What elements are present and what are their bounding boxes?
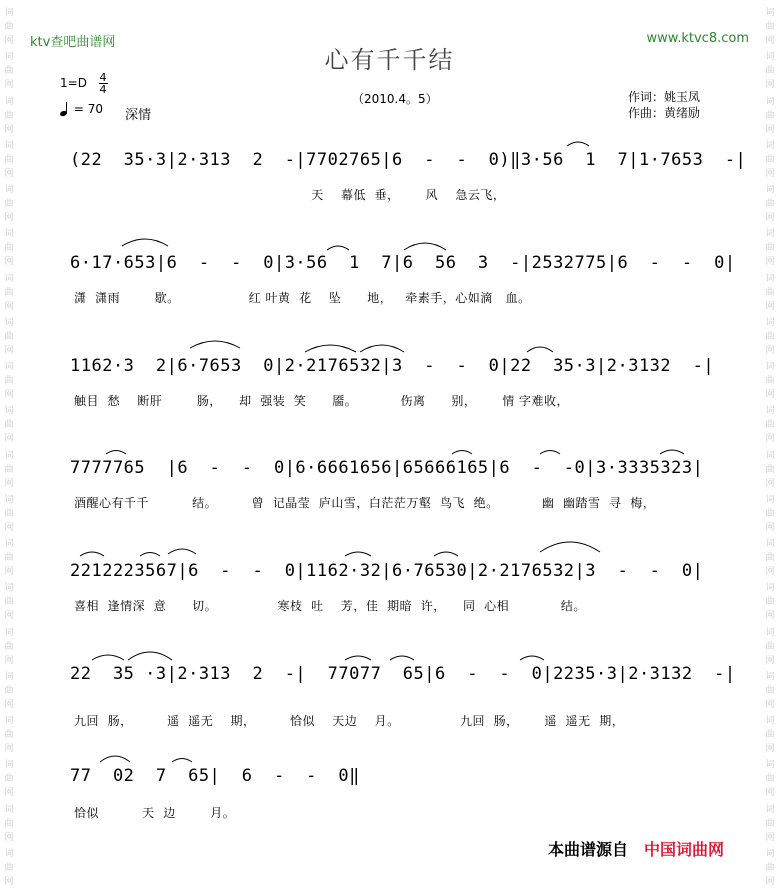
watermark-char: 词 <box>4 716 14 726</box>
watermark-char: 曲 <box>4 774 14 785</box>
watermark-char: 词 <box>4 185 14 195</box>
score-lyrics-7: 恰似 天 边 月。 <box>74 806 236 820</box>
watermark-char: 曲 <box>4 287 14 298</box>
watermark-char: 曲 <box>765 685 775 696</box>
watermark-char: 词 <box>765 362 775 372</box>
watermark-char: 词 <box>4 583 14 594</box>
watermark-char: 词 <box>765 273 775 284</box>
slur-mark <box>327 246 349 250</box>
watermark-char: 网 <box>4 522 14 533</box>
slur-mark <box>80 552 104 556</box>
watermark-char: 曲 <box>765 464 775 475</box>
score-lyrics-6: 九回 肠， 遥 遥无 期， 恰似 天边 月。 九回 肠， 遥 遥无 期， <box>74 714 625 728</box>
watermark-char: 曲 <box>4 597 14 608</box>
watermark-char: 词 <box>765 583 775 594</box>
watermark-char: 曲 <box>765 553 775 563</box>
watermark-char: 词 <box>765 406 775 417</box>
watermark-char: 曲 <box>4 508 14 519</box>
score-notes-6: 22 35 ·3|2·313 2 -| 77077 65|6 - - 0|2235·3|2·3132 -| <box>70 664 736 684</box>
watermark-char: 曲 <box>765 110 775 121</box>
watermark-char: 词 <box>765 185 775 195</box>
watermark-char: 曲 <box>4 154 14 165</box>
watermark-char: 网 <box>765 124 775 135</box>
watermark-char: 词 <box>4 450 14 461</box>
slur-mark <box>345 552 371 556</box>
watermark-char: 词 <box>4 539 14 549</box>
watermark-char: 网 <box>4 80 14 91</box>
song-title: 心有千千结 <box>324 46 455 74</box>
site-name-left[interactable]: ktv查吧曲谱网 <box>30 35 116 50</box>
slur-mark <box>305 345 356 352</box>
date-note: （2010.4。5） <box>352 92 438 106</box>
watermark-char: 网 <box>765 788 775 799</box>
slur-mark <box>404 243 446 250</box>
watermark-char: 网 <box>4 345 14 356</box>
score-notes-5: 2212223567|6 - - 0|1162·32|6·76530|2·2176532|3 - - 0| <box>70 561 704 581</box>
watermark-char: 词 <box>765 671 775 682</box>
watermark-char: 词 <box>765 804 775 815</box>
watermark-char: 网 <box>4 744 14 754</box>
time-signature-top: 4 <box>99 71 107 84</box>
watermark-char: 网 <box>765 168 775 179</box>
source-credit <box>548 837 724 860</box>
slur-mark <box>540 542 600 552</box>
watermark-char: 网 <box>765 611 775 622</box>
watermark-char: 词 <box>765 96 775 107</box>
watermark-char: 曲 <box>4 376 14 386</box>
slur-mark <box>168 549 196 554</box>
slur-mark <box>172 759 192 763</box>
watermark-char: 曲 <box>765 22 775 32</box>
score-lyrics-3: 触目 愁 断肝 肠， 却 强装 笑 靥。 伤离 别， 情 字难收， <box>74 394 570 408</box>
watermark-char: 曲 <box>765 287 775 298</box>
watermark-char: 网 <box>4 434 14 445</box>
watermark-char: 词 <box>4 317 14 328</box>
watermark-char: 曲 <box>4 553 14 563</box>
expression-marking: 深情 <box>125 108 152 123</box>
watermark-char: 词 <box>765 140 775 151</box>
watermark-char: 曲 <box>765 862 775 873</box>
watermark-char: 网 <box>765 699 775 710</box>
watermark-char: 曲 <box>4 22 14 32</box>
watermark-char: 曲 <box>765 243 775 254</box>
watermark-char: 网 <box>765 390 775 400</box>
watermark-char: 网 <box>765 213 775 223</box>
slur-mark <box>390 656 414 660</box>
watermark-char: 曲 <box>765 376 775 386</box>
source-brand-link[interactable]: 中国词曲网 <box>644 840 725 859</box>
score-notes-2: 6·17·653|6 - - 0|3·56 1 7|6 56 3 -|2532775|6 - - 0| <box>70 253 736 273</box>
watermark-char: 词 <box>4 52 14 63</box>
watermark-char: 网 <box>4 301 14 312</box>
slur-mark <box>660 450 684 454</box>
score-notes-7: 77 02 7 65| 6 - - 0‖ <box>70 766 360 786</box>
slur-mark <box>540 451 560 455</box>
watermark-char: 网 <box>4 213 14 223</box>
watermark-char: 网 <box>765 345 775 356</box>
watermark-char: 词 <box>4 362 14 372</box>
watermark-char: 曲 <box>4 685 14 696</box>
slur-mark <box>190 341 240 348</box>
watermark-char: 网 <box>765 744 775 754</box>
time-signature-bottom: 4 <box>99 83 107 96</box>
watermark-char: 曲 <box>4 199 14 209</box>
watermark-char: 词 <box>4 760 14 771</box>
watermark-char: 网 <box>4 567 14 577</box>
watermark-char: 词 <box>765 494 775 505</box>
watermark-char: 词 <box>765 760 775 771</box>
watermark-char: 网 <box>4 876 14 887</box>
watermark-char: 曲 <box>765 730 775 740</box>
composer-credit: 作曲：黄绪励 <box>628 106 701 120</box>
watermark-char: 网 <box>765 567 775 577</box>
watermark-char: 曲 <box>4 862 14 873</box>
watermark-char: 网 <box>4 124 14 135</box>
watermark-char: 曲 <box>765 66 775 77</box>
slur-mark <box>100 756 130 762</box>
score-lyrics-1: 天 幕低 垂， 风 急云飞， <box>74 188 506 202</box>
slur-mark <box>106 451 126 455</box>
slur-mark <box>360 345 404 352</box>
watermark-char: 网 <box>765 301 775 312</box>
slur-mark <box>128 652 172 660</box>
watermark-char: 词 <box>4 273 14 284</box>
slur-mark <box>122 239 168 246</box>
watermark-char: 曲 <box>765 154 775 165</box>
slur-mark <box>92 655 124 660</box>
watermark-char: 曲 <box>4 420 14 431</box>
watermark-char: 网 <box>4 257 14 268</box>
watermark-char: 词 <box>765 8 775 18</box>
watermark-char: 词 <box>765 716 775 726</box>
watermark-char: 曲 <box>765 774 775 785</box>
site-url-right[interactable]: www.ktvc8.com <box>646 31 749 46</box>
watermark-char: 网 <box>4 699 14 710</box>
watermark-char: 曲 <box>765 331 775 342</box>
watermark-char: 词 <box>765 848 775 859</box>
score-lyrics-4: 酒醒心有千千 结。 曾 记晶莹 庐山雪，白茫茫万壑 鸟飞 绝。 幽 幽踏雪 寻 梅， <box>74 496 656 510</box>
watermark-char: 网 <box>765 522 775 533</box>
lyricist-credit: 作词：姚玉凤 <box>628 90 701 104</box>
watermark-char: 曲 <box>4 66 14 77</box>
watermark-char: 词 <box>4 494 14 505</box>
slur-mark <box>140 553 160 557</box>
slur-mark <box>452 451 472 455</box>
watermark-char: 网 <box>765 36 775 46</box>
watermark-char: 曲 <box>765 641 775 652</box>
watermark-char: 曲 <box>4 110 14 121</box>
watermark-char: 词 <box>765 627 775 638</box>
watermark-char: 网 <box>765 478 775 489</box>
watermark-char: 词 <box>4 848 14 859</box>
watermark-char: 曲 <box>765 508 775 519</box>
watermark-char: 网 <box>4 168 14 179</box>
score-notes-4: 7777765 |6 - - 0|6·6661656|65666165|6 - -0|3·3335323| <box>70 458 704 478</box>
watermark-char: 网 <box>765 434 775 445</box>
watermark-char: 网 <box>4 478 14 489</box>
watermark-char: 曲 <box>765 199 775 209</box>
watermark-char: 词 <box>765 450 775 461</box>
slur-mark <box>527 347 553 352</box>
watermark-char: 网 <box>765 832 775 843</box>
watermark-char: 曲 <box>4 730 14 740</box>
watermark-char: 曲 <box>765 597 775 608</box>
tempo-value: = 70 <box>73 102 103 116</box>
watermark-char: 网 <box>765 876 775 887</box>
watermark-char: 网 <box>4 832 14 843</box>
watermark-char: 词 <box>765 317 775 328</box>
watermark-char: 词 <box>765 539 775 549</box>
watermark-char: 曲 <box>4 641 14 652</box>
key-signature: 1=D <box>60 76 87 90</box>
watermark-char: 词 <box>765 52 775 63</box>
watermark-char: 词 <box>4 96 14 107</box>
slur-mark <box>567 142 589 146</box>
watermark-char: 曲 <box>4 464 14 475</box>
watermark-char: 曲 <box>4 331 14 342</box>
watermark-char: 网 <box>4 390 14 400</box>
slur-mark <box>434 552 458 556</box>
score-notes-1: (22 35·3|2·313 2 -|7702765|6 - - 0)‖3·56 1 7|1·7653 -| <box>70 150 747 170</box>
watermark-char: 词 <box>765 229 775 240</box>
watermark-char: 词 <box>4 406 14 417</box>
watermark-char: 网 <box>765 257 775 268</box>
score-notes-3: 1162·3 2|6·7653 0|2·2176532|3 - - 0|22 35·3|2·3132 -| <box>70 356 715 376</box>
watermark-char: 网 <box>4 611 14 622</box>
watermark-char: 网 <box>4 655 14 666</box>
slur-mark <box>520 656 544 660</box>
watermark-char: 网 <box>4 36 14 46</box>
watermark-char: 曲 <box>765 420 775 431</box>
watermark-char: 词 <box>4 671 14 682</box>
source-label: 本曲谱源自 <box>548 840 629 859</box>
score-lyrics-5: 喜相 逢情深 意 切。 寒枝 吐 芳，佳 期暗 许， 同 心相 结。 <box>74 599 586 613</box>
watermark-char: 曲 <box>4 243 14 254</box>
watermark-char: 词 <box>4 804 14 815</box>
watermark-char: 曲 <box>765 818 775 829</box>
score-lyrics-2: 潇 潇雨 歇。 红 叶黄 花 坠 地， 牵素手，心如滴 血。 <box>74 291 531 305</box>
watermark-char: 词 <box>4 140 14 151</box>
watermark-char: 曲 <box>4 818 14 829</box>
watermark-char: 词 <box>4 8 14 18</box>
watermark-char: 网 <box>765 80 775 91</box>
watermark-char: 网 <box>4 788 14 799</box>
slur-mark <box>345 656 371 660</box>
watermark-char: 词 <box>4 229 14 240</box>
watermark-char: 词 <box>4 627 14 638</box>
watermark-char: 网 <box>765 655 775 666</box>
